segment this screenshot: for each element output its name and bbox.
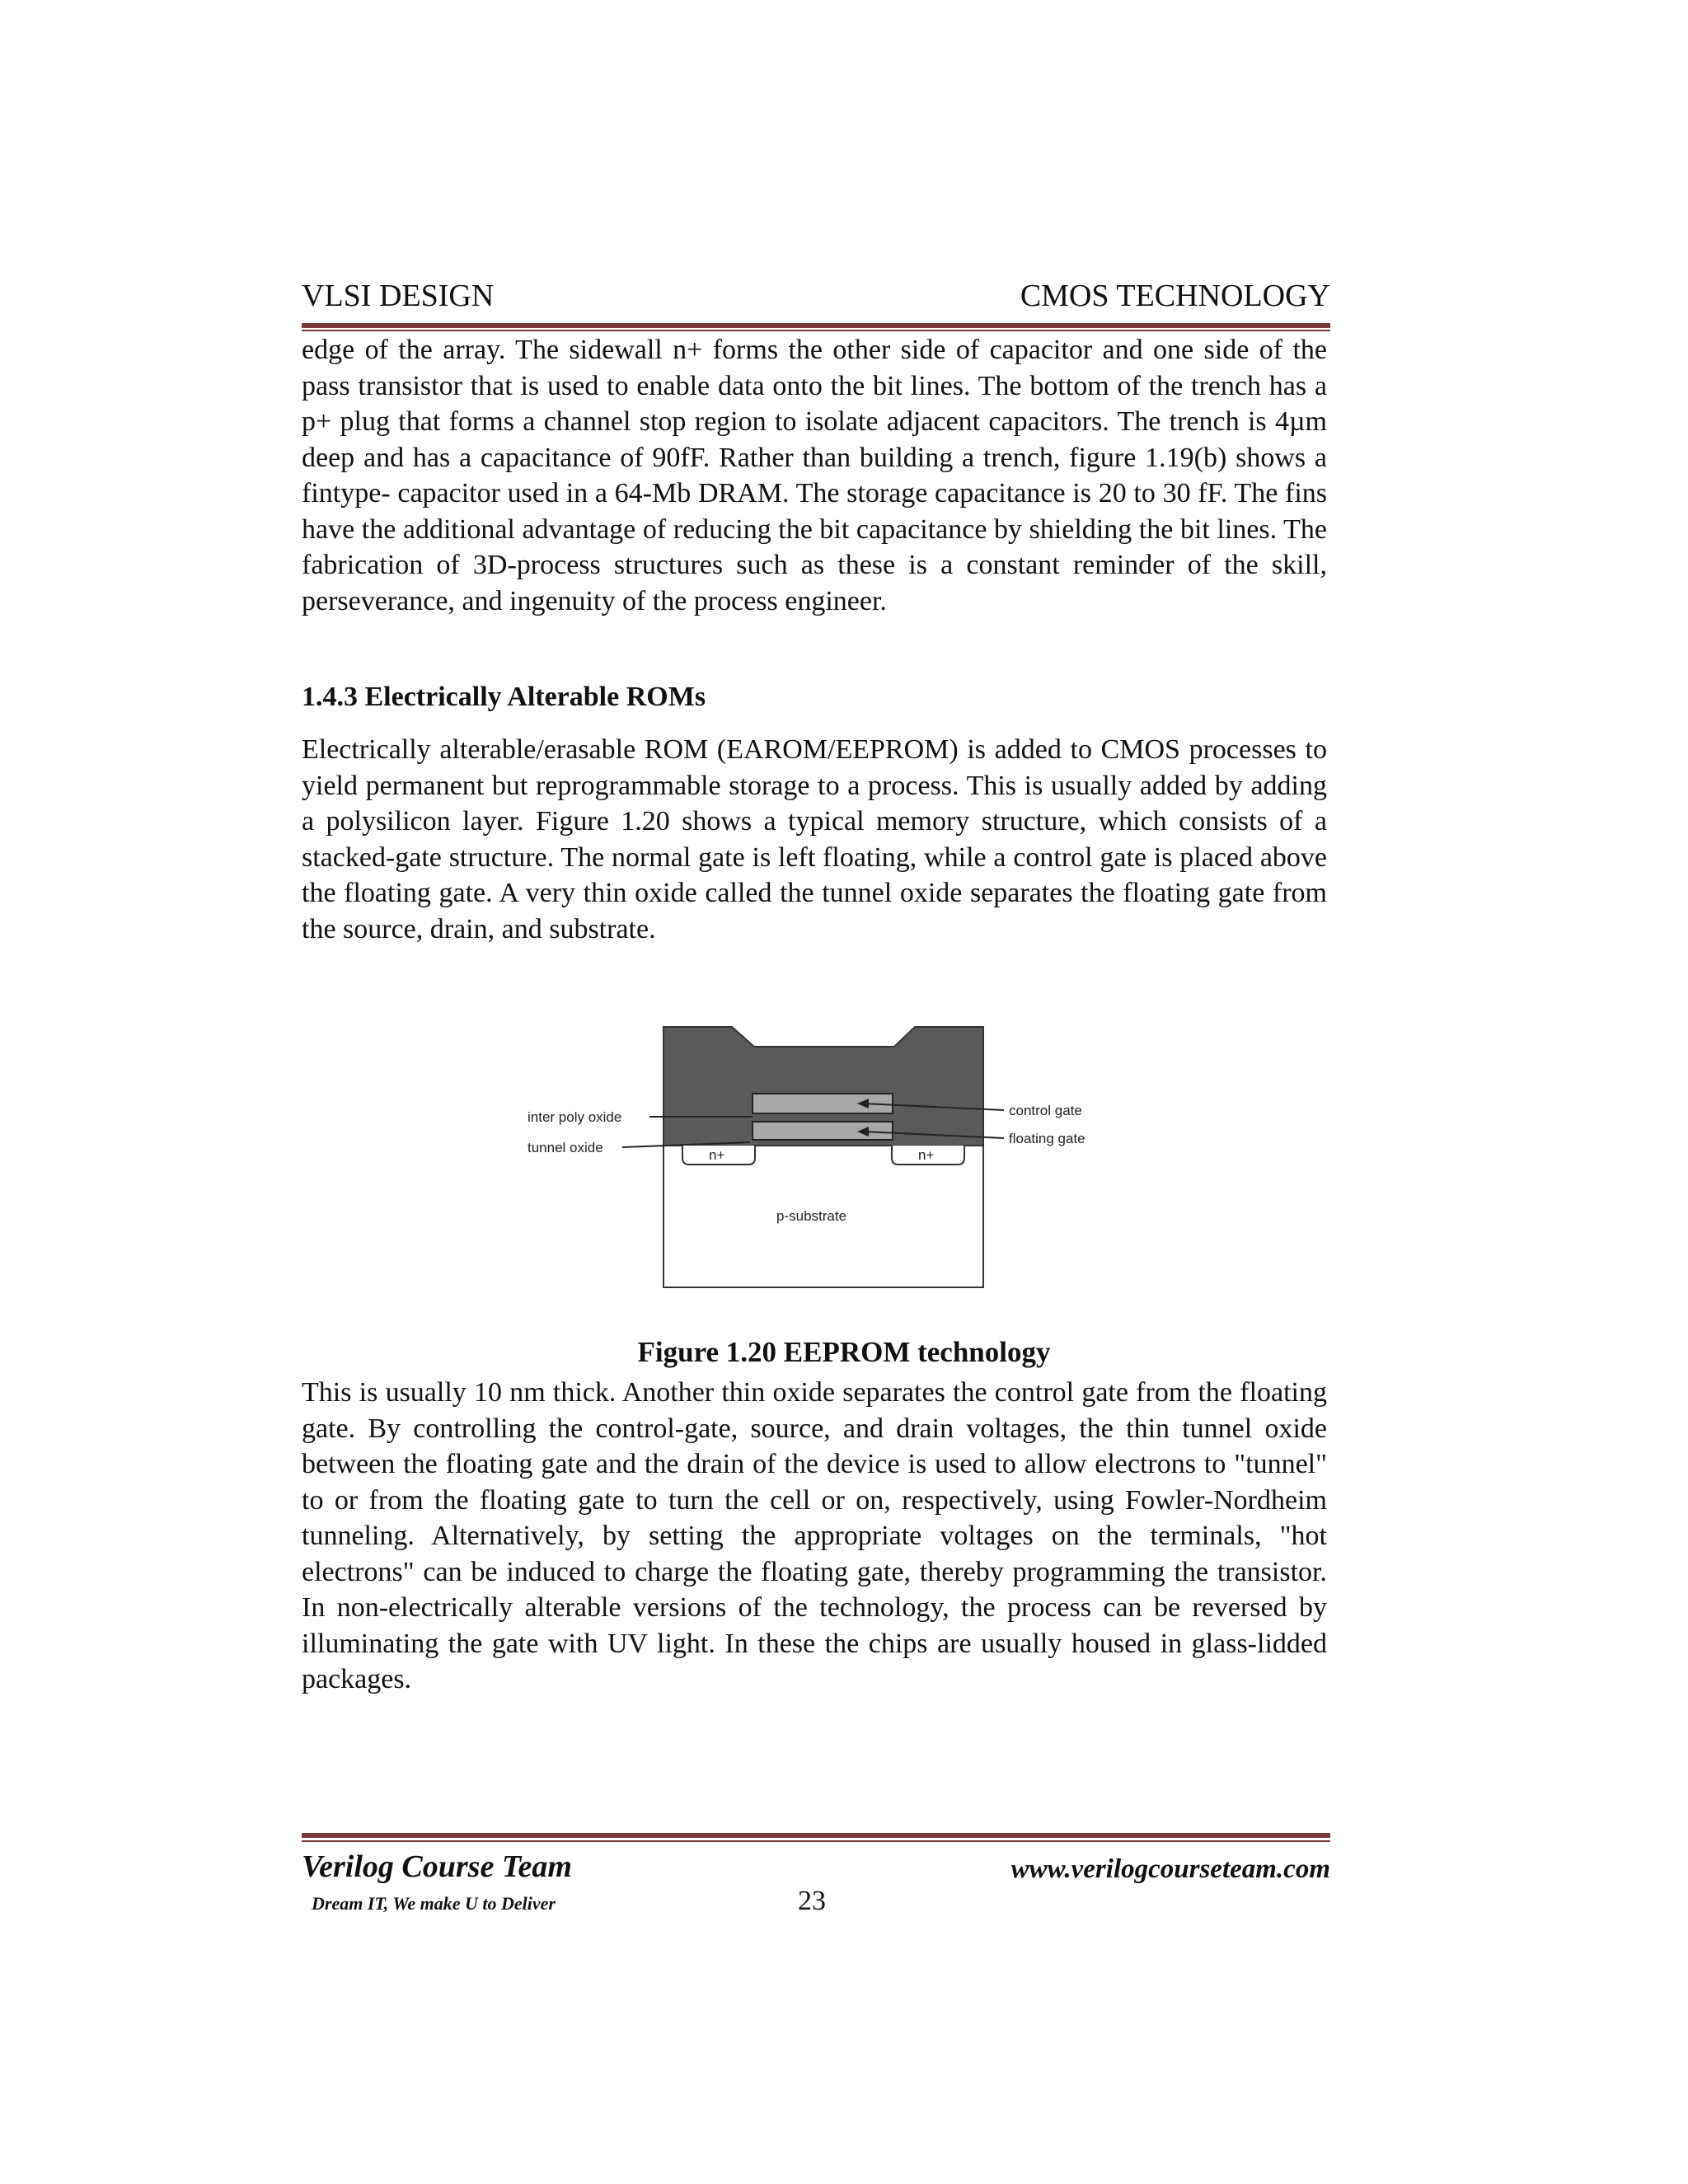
substrate-label: p-substrate: [776, 1208, 847, 1224]
control-gate-label: control gate: [1009, 1103, 1082, 1118]
paragraph-3: This is usually 10 nm thick. Another thin oxide separates the control gate from the floating gate. By controlling the control-gate, source, and drain voltages, the thin tunnel oxide between the floating gate and the drain of the device is used to allow electrons to "tunnel" to or from the floating gate to turn the cell or on, respectively, using Fowler-Nordheim tunneling. Alternatively, by setting the appropriate voltages on the terminals, "hot electrons" can be induced to charge the floating gate, thereby programming the transistor. In non-electrically alterable versions of the technology, the process can be reversed by illuminating the gate with UV light. In these the chips are usually housed in glass-lidded packages.: [302, 1377, 1327, 1694]
paragraph-1: edge of the array. The sidewall n+ forms the other side of capacitor and one side of the pass transistor that is used to enable data onto the bit lines. The bottom of the trench has a p+ plug that forms a channel stop region to isolate adjacent capacitors. The trench is 4µm deep and has a capacitance of 90fF. Rather than building a trench, figure 1.19(b) shows a fintype- capacitor used in a 64-Mb DRAM. The storage capacitance is 20 to 30 fF. The fins have the additional advantage of reducing the bit capacitance by shielding the bit lines. The fabrication of 3D-process structures such as these is a constant reminder of the skill, perseverance, and ingenuity of the process engineer.: [302, 335, 1327, 616]
paragraph-2: Electrically alterable/erasable ROM (EAROM/EEPROM) is added to CMOS processes to yield permanent but reprogrammable storage to a process. This is usually added by adding a polysilicon layer. Figure 1.20 shows a typical memory structure, which consists of a stacked-gate structure. The normal gate is left floating, while a control gate is placed above the floating gate. A very thin oxide called the tunnel oxide separates the floating gate from the source, drain, and substrate.: [302, 734, 1327, 944]
tunnel-oxide-label: tunnel oxide: [528, 1140, 603, 1155]
header-right-title: CMOS TECHNOLOGY: [1020, 279, 1330, 313]
footer-team-name: Verilog Course Team: [302, 1849, 572, 1884]
footer-tagline: Dream IT, We make U to Deliver: [312, 1893, 556, 1914]
floating-gate-layer: [753, 1122, 893, 1140]
footer-website: www.verilogcourseteam.com: [1010, 1854, 1330, 1884]
page-number: 23: [798, 1886, 826, 1916]
page-header: [302, 278, 1330, 317]
section-heading: 1.4.3 Electrically Alterable ROMs: [302, 682, 706, 712]
n-plus-left-label: n+: [709, 1147, 725, 1163]
header-rule-thin: [302, 330, 1330, 331]
inter-poly-oxide-label: inter poly oxide: [528, 1109, 622, 1125]
header-rule: [302, 323, 1330, 328]
floating-gate-label: floating gate: [1009, 1131, 1085, 1146]
header-left-title: VLSI DESIGN: [302, 279, 495, 313]
n-plus-right-label: n+: [918, 1147, 935, 1163]
figure-caption: Figure 1.20 EEPROM technology: [637, 1336, 1051, 1368]
footer-rule-thin: [302, 1840, 1330, 1842]
footer-rule: [302, 1833, 1330, 1838]
eeprom-figure: [519, 1026, 1129, 1290]
